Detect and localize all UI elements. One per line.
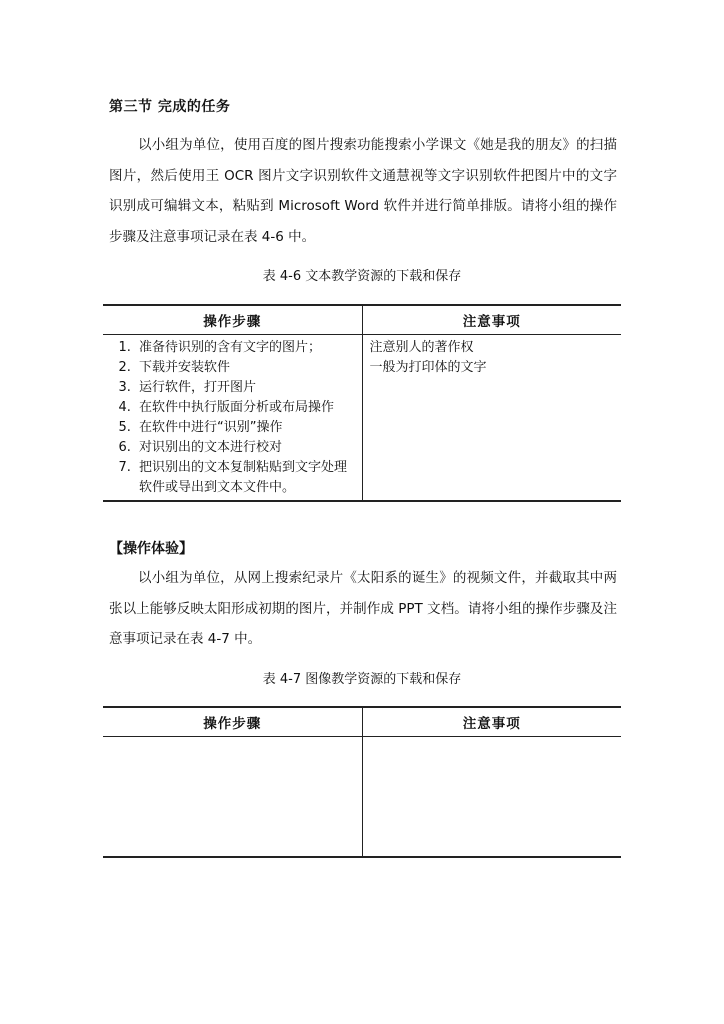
steps-cell [103,737,362,858]
steps-cell [103,335,362,502]
section-title: 第三节 完成的任务 [109,99,231,115]
header-notes: 注意事项 [362,707,621,737]
experience-title: 【操作体验】 [109,541,193,557]
table-4-7 [103,706,621,858]
table-row [103,737,621,858]
table-4-6-caption: 表 4-6 文本教学资源的下载和保存 [262,269,462,284]
table-header-row [103,707,621,737]
header-steps: 操作步骤 [103,305,362,335]
header-notes: 注意事项 [362,305,621,335]
steps-list [109,338,358,498]
list-item: 6. 对识别出的文本进行校对 [135,438,358,458]
list-item: 7. 把识别出的文本复制粘贴到文字处理软件或导出到文本文件中。 [135,458,358,498]
table-4-7-caption: 表 4-7 图像教学资源的下载和保存 [262,672,462,687]
table-header-row [103,305,621,335]
notes-cell [362,335,621,502]
list-item: 5. 在软件中进行“识别”操作 [135,418,358,438]
experience-paragraph: 以小组为单位，从网上搜索纪录片《太阳系的诞生》的视频文件，并截取其中两张以上能够反映太阳形成初期的图片，并制作成 PPT 文档。请将小组的操作步骤及注意事项记录在表 4-7 中。 [109,570,617,647]
note-item: 注意别人的著作权 [369,340,474,355]
table-row [103,335,621,502]
note-item: 一般为打印体的文字 [369,360,487,375]
list-item: 2. 下载并安装软件 [135,358,358,378]
table-4-6 [103,304,621,502]
list-item: 3. 运行软件，打开图片 [135,378,358,398]
task-paragraph: 以小组为单位，使用百度的图片搜索功能搜索小学课文《她是我的朋友》的扫描图片，然后使用王 OCR 图片文字识别软件文通慧视等文字识别软件把图片中的文字识别成可编辑文本，粘贴到 Microsoft Word 软件并进行简单排版。请将小组的操作步骤及注意事项记录在表 4-6 中。 [109,137,617,245]
notes-cell [362,737,621,858]
header-steps: 操作步骤 [103,707,362,737]
list-item: 1. 准备待识别的含有文字的图片； [135,338,358,358]
list-item: 4. 在软件中执行版面分析或布局操作 [135,398,358,418]
